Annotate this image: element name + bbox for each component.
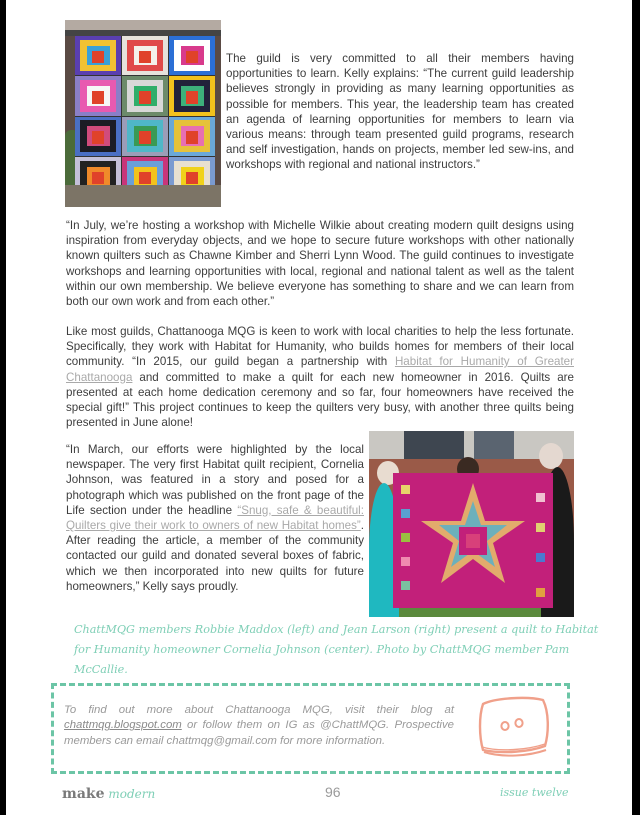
quilt-square <box>536 523 545 532</box>
info-text-start: To find out more about Chattanooga MQG, visit their blog at <box>64 704 454 716</box>
quilt-block <box>122 36 168 75</box>
quilt-square <box>401 557 410 566</box>
quilt-square <box>536 553 545 562</box>
brand-modern: modern <box>108 787 156 801</box>
info-box <box>51 683 570 774</box>
quilt-square <box>401 581 410 590</box>
paragraph-guild-learning: The guild is very committed to all their members having opportunities to learn. Kelly explains: “The current guild leadership believes strongly in providing as many learning opportunities as possible for members. This year, the leadership team has created an agenda of learning opportunities for members to learn via various means: through team presented guild programs, research and self investigation, hands on projects, member led sew-ins, and workshops with regional and national instructors.” <box>226 52 574 172</box>
star-pattern <box>421 483 525 598</box>
quilt-block <box>169 117 215 156</box>
pink-star-quilt <box>393 473 553 608</box>
quilt-square <box>536 493 545 502</box>
paragraph-newspaper <box>66 442 364 594</box>
paragraph-charities-text: Like most guilds, Chattanooga MQG is keen to work with local charities to help the less fortunate. Specifically, they work with Habitat for Humanity, who builds homes for members of their local community. “In 2015, our guild began a partnership with <box>66 325 574 369</box>
link-blog[interactable]: chattmqg.blogspot.com <box>64 719 182 732</box>
person-right-head <box>539 443 563 469</box>
paragraph-charities <box>66 324 574 430</box>
link-newspaper-headline[interactable]: “Snug, safe & beautiful: Quilters give their work to owners of new Habitat homes” <box>66 503 364 533</box>
quilt-grid <box>75 36 215 196</box>
paragraph-newspaper-text-end: . After reading the article, a member of the community contacted our guild and donated several boxes of fabric, which we then incorporated into new quilts for future homeowners,” Kelly says proudly. <box>66 519 364 593</box>
right-edge-bar <box>632 0 640 815</box>
quilt-square <box>536 588 545 597</box>
photo-star-quilt-presentation <box>369 431 574 617</box>
photo-log-cabin-quilt <box>65 20 221 207</box>
quilt-block <box>169 76 215 115</box>
photo-ground <box>65 185 221 207</box>
page-number: 96 <box>325 784 341 800</box>
paragraph-july-workshop: “In July, we’re hosting a workshop with Michelle Wilkie about creating modern quilt designs using inspiration from everyday objects, and we hope to secure future workshops with other nationally known quilters such as Chawne Kimber and Sherri Lynn Wood. The guild continues to investigate workshops and learning opportunities with local, regional and national talent as well as the talent within our own membership. We believe everyone has something to share and we can learn from both our own work and from each other.” <box>66 219 574 309</box>
quilt-block <box>122 117 168 156</box>
quilt-block <box>75 36 121 75</box>
button-icon <box>475 692 553 762</box>
brand-make: make <box>62 786 105 802</box>
info-text-end: or follow them on IG as @ChattMQG. Prospective members can email chattmqg@gmail.com for more information. <box>64 719 454 747</box>
quilt-square <box>401 509 410 518</box>
quilt-block <box>75 117 121 156</box>
quilt-block <box>169 36 215 75</box>
photo-caption: ChattMQG members Robbie Maddox (left) and Jean Larson (right) present a quilt to Habitat for Humanity homeowner Cornelia Johnson (center). Photo by ChattMQG member Pam McCallie. <box>74 623 599 676</box>
paragraph-charities-text-end: and committed to make a quilt for each new homeowner in 2016. Quilts are presented at each home dedication ceremony and so far, four homeowners have received the special gift!” This project continues to keep the quilters very busy, with another three quilts being presented in June alone! <box>66 370 574 430</box>
photo-wall <box>65 20 221 30</box>
info-text <box>64 703 454 749</box>
quilt-square <box>401 485 410 494</box>
issue-label: issue twelve <box>500 786 569 799</box>
quilt-square <box>401 533 410 542</box>
quilt-block <box>122 76 168 115</box>
left-edge-bar <box>0 0 6 815</box>
footer-brand <box>62 785 155 802</box>
link-habitat-greater-chattanooga[interactable]: Habitat for Humanity of Greater Chattanooga <box>66 355 574 384</box>
quilt-block <box>75 76 121 115</box>
paragraph-newspaper-text: “In March, our efforts were highlighted by the local newspaper. The very first Habitat quilt recipient, Cornelia Johnson, was featured in a story and posed for a photograph which was published on the front page of the Life section under the headline <box>66 443 364 517</box>
